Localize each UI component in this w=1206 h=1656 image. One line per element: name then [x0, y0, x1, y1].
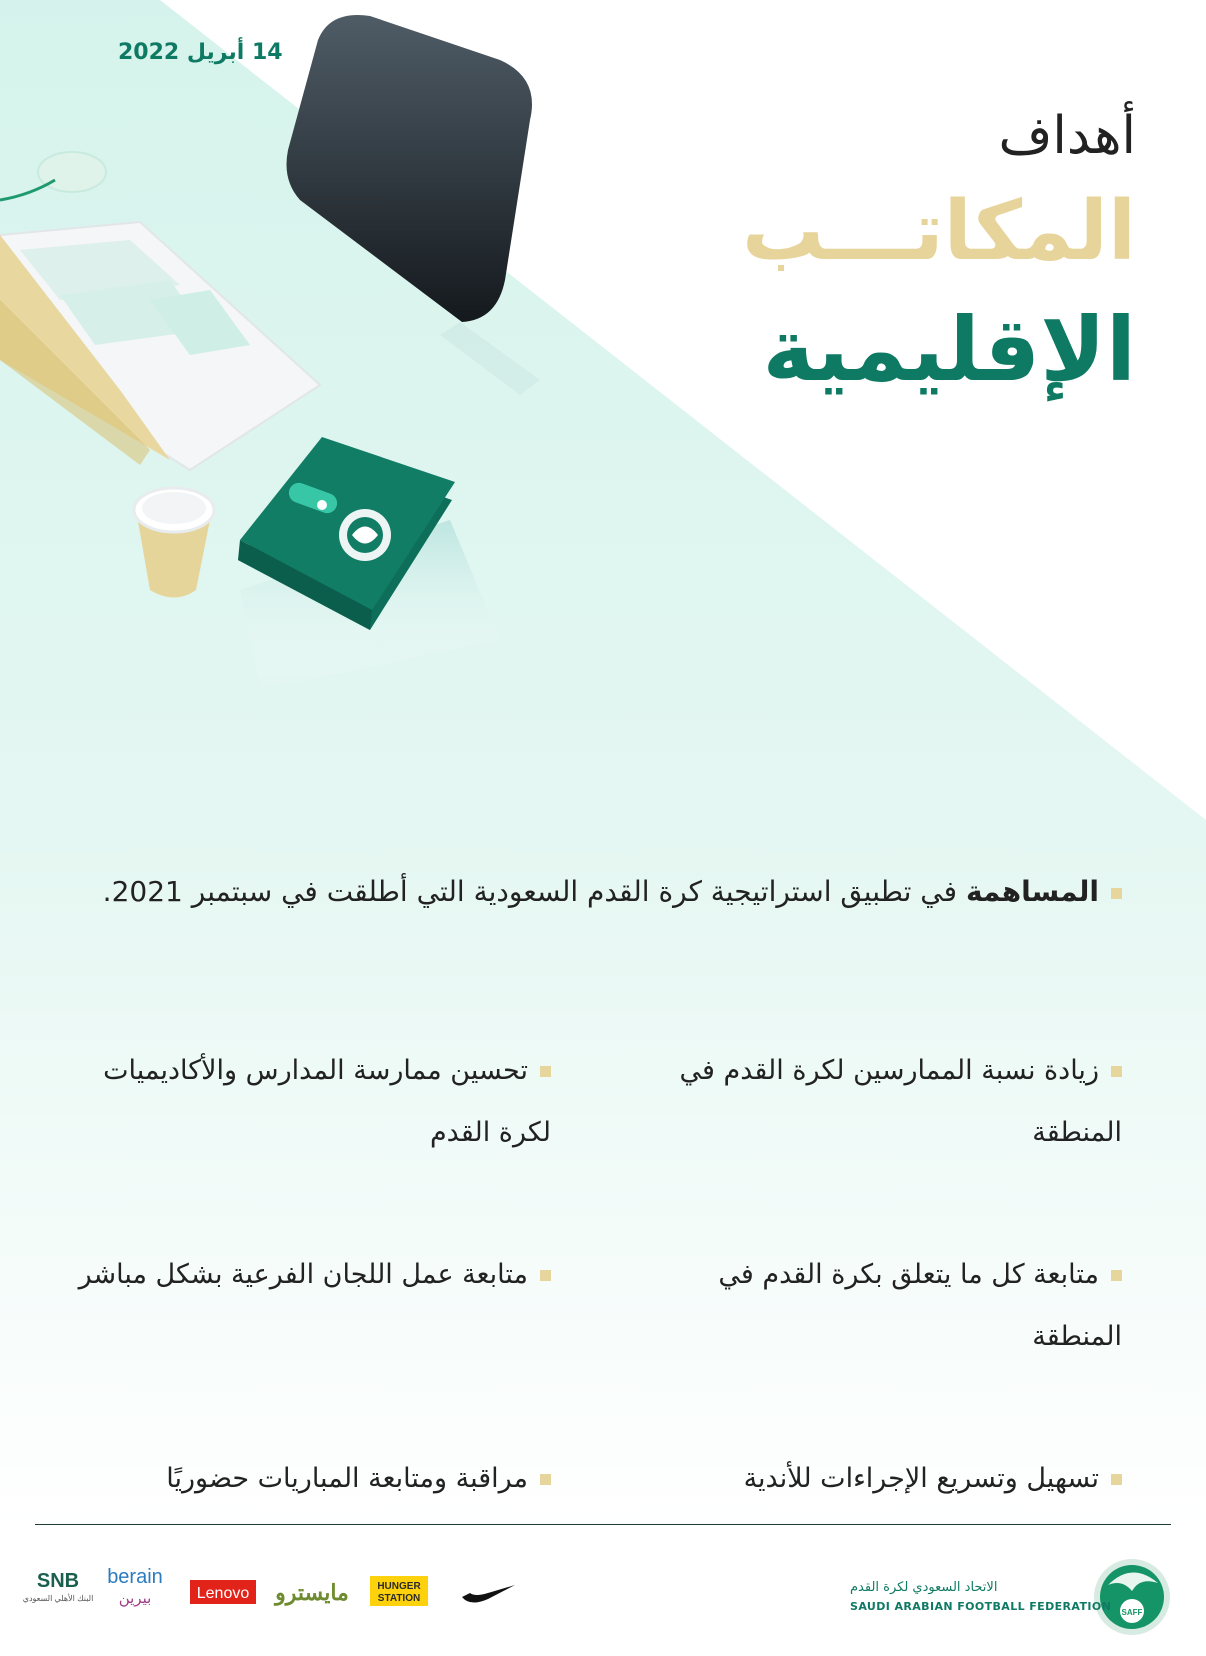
hungerstation-logo — [370, 1576, 428, 1606]
goal-item — [60, 1244, 551, 1368]
maestro-logo — [273, 1580, 349, 1606]
mouse-illustration — [38, 152, 106, 192]
intro-text: في تطبيق استراتيجية كرة القدم السعودية التي أطلقت في سبتمبر 2021. — [102, 875, 958, 908]
title-line-2: المكاتـــب — [741, 184, 1136, 279]
goal-text: متابعة كل ما يتعلق بكرة القدم في المنطقة — [718, 1259, 1122, 1352]
bullet-icon — [1111, 888, 1122, 899]
bullet-icon — [1111, 1270, 1122, 1281]
intro-bold: المساهمة — [965, 875, 1099, 908]
svg-text:Lenovo: Lenovo — [196, 1585, 250, 1602]
goals-list — [60, 1040, 1122, 1510]
title-line-1: أهداف — [998, 106, 1136, 166]
svg-text:berain: berain — [107, 1566, 163, 1588]
title-line-3: الإقليمية — [762, 298, 1136, 401]
bullet-icon — [540, 1474, 551, 1485]
svg-text:بيرين: بيرين — [118, 1590, 152, 1607]
saff-emblem-icon — [1094, 1559, 1170, 1635]
svg-text:مايسترو: مايسترو — [275, 1580, 349, 1605]
goal-text: مراقبة ومتابعة المباريات حضوريًا — [166, 1463, 528, 1494]
lenovo-logo — [190, 1580, 256, 1604]
svg-text:البنك الأهلي السعودي: البنك الأهلي السعودي — [22, 1594, 94, 1603]
goal-item — [631, 1040, 1122, 1164]
snb-logo — [23, 1570, 94, 1603]
goal-item — [631, 1244, 1122, 1368]
federation-name-en: SAUDI ARABIAN FOOTBALL FEDERATION — [850, 1600, 1112, 1613]
sponsor-logos — [0, 1525, 1206, 1656]
goal-item — [60, 1040, 551, 1164]
goal-item — [60, 1448, 551, 1510]
date-label: 14 أبريل 2022 — [118, 40, 283, 65]
svg-text:SNB: SNB — [36, 1570, 80, 1592]
intro-paragraph — [42, 860, 1122, 924]
berain-logo — [107, 1566, 163, 1607]
goal-text: متابعة عمل اللجان الفرعية بشكل مباشر — [78, 1259, 528, 1290]
goal-item — [631, 1448, 1122, 1510]
bullet-icon — [540, 1066, 551, 1077]
svg-text:SAFF: SAFF — [1121, 1608, 1143, 1617]
federation-name-ar: الاتحاد السعودي لكرة القدم — [850, 1580, 998, 1595]
svg-text:STATION: STATION — [377, 1593, 421, 1604]
goal-text: تسهيل وتسريع الإجراءات للأندية — [743, 1463, 1099, 1494]
goal-text: زيادة نسبة الممارسين لكرة القدم في المنطقة — [679, 1055, 1122, 1148]
page-title — [516, 100, 1136, 408]
nike-swoosh-icon — [462, 1585, 515, 1603]
bullet-icon — [1111, 1474, 1122, 1485]
bullet-icon — [1111, 1066, 1122, 1077]
goal-text: تحسين ممارسة المدارس والأكاديميات لكرة القدم — [103, 1055, 551, 1148]
svg-text:HUNGER: HUNGER — [377, 1581, 421, 1592]
bullet-icon — [540, 1270, 551, 1281]
